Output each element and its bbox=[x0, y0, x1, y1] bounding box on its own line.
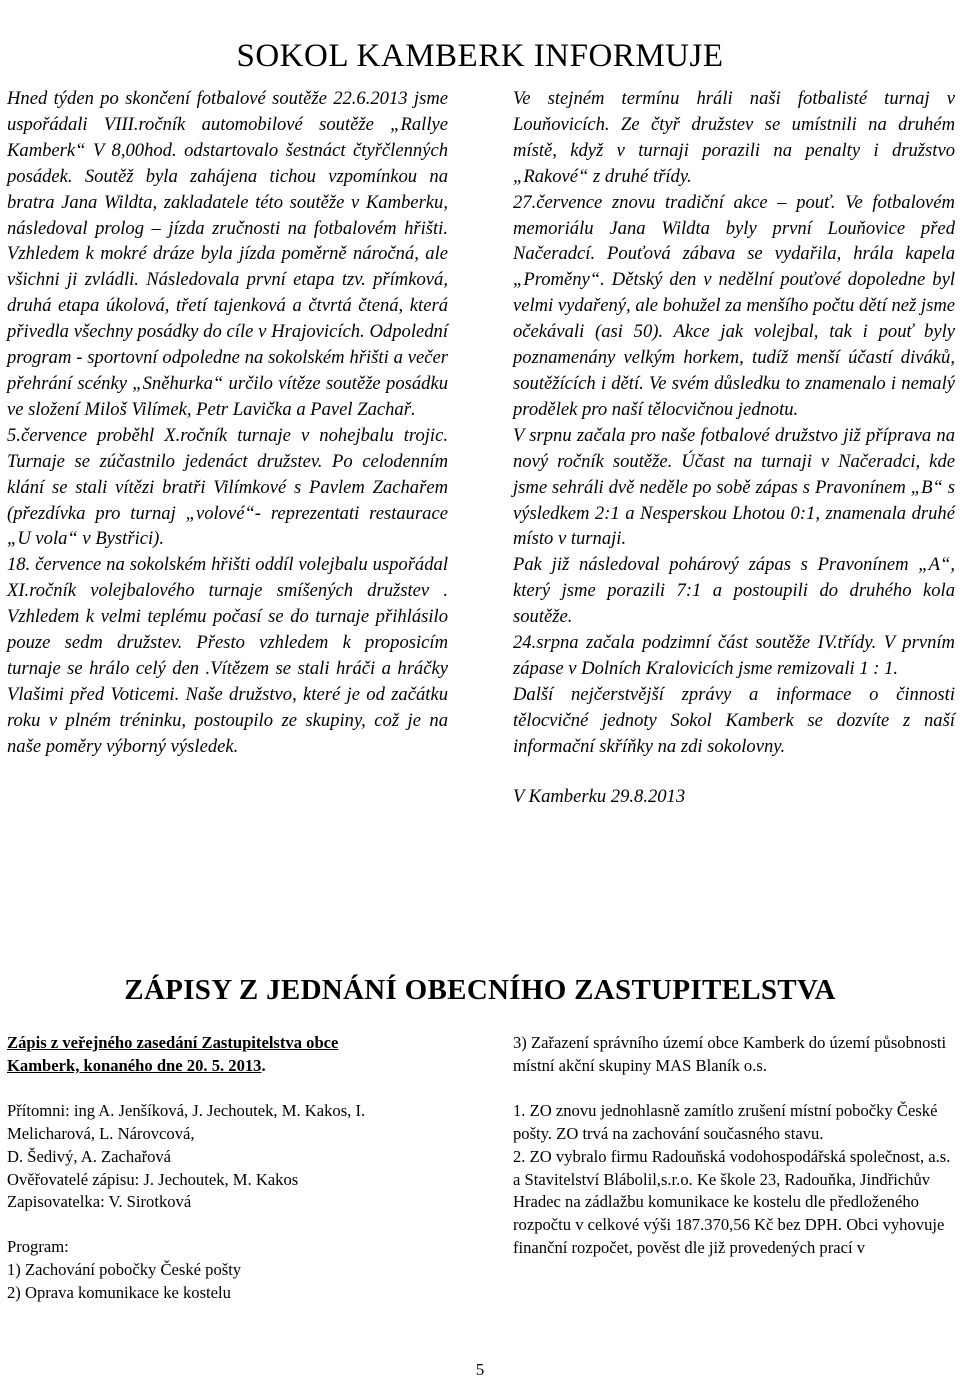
news-column-left bbox=[7, 86, 448, 760]
news-signature: V Kamberku 29.8.2013 bbox=[513, 785, 686, 807]
decision-item: 2. ZO vybralo firmu Radouňská vodohospodářská společnost, a.s. a Stavitelství Blábolil,s.r.o. Ke škole 23, Radouňka, Jindřichův Hradec na zádlažbu komunikace ke kostelu dle předloženého rozpočtu v celkové výši 187.370,56 Kč bez DPH. Obci vyhovuje finanční rozpočet, pověst dle již provedených prací v bbox=[513, 1146, 951, 1258]
page-title: SOKOL KAMBERK INFORMUJE bbox=[236, 38, 724, 75]
news-paragraph: Další nejčerstvější zprávy a informace o činnosti tělocvičné jednoty Sokol Kamberk se dozvíte z naší informační skříňky na zdi sokolovny. bbox=[513, 683, 955, 757]
news-column-right bbox=[513, 86, 955, 809]
program-item: 3) Zařazení správního území obce Kamberk do území působnosti místní akční skupiny MAS Blaník o.s. bbox=[513, 1033, 947, 1075]
attendance-line: D. Šedivý, A. Zachařová bbox=[7, 1146, 172, 1166]
news-paragraph: Ve stejném termínu hráli naši fotbalisté turnaj v Louňovicích. Ze čtyř družstev se umístnili na druhém místě, když v turnaji porazili na penalty i družstvo „Rakové“ z druhé třídy. bbox=[513, 88, 955, 187]
news-paragraph: 24.srpna začala podzimní část soutěže IV.třídy. V prvním zápase v Dolních Kralovicích jsme remizovali 1 : 1. bbox=[513, 632, 955, 679]
decision-item: 1. ZO znovu jednohlasně zamítlo zrušení místní pobočky České pošty. ZO trvá na zachování současného stavu. bbox=[513, 1100, 938, 1143]
news-paragraph: V srpnu začala pro naše fotbalové družstvo již příprava na nový ročník soutěže. Účast na turnaji v Načeradci, kde jsme sehráli dvě neděle po sobě zápas s Pravonínem „B“ s výsledkem 2:1 a Nesperskou Lhotou 0:1, znamenala druhé místo v turnaji. bbox=[513, 424, 955, 550]
attendance-line: Přítomni: ing A. Jenšíková, J. Jechoutek, M. Kakos, I. bbox=[7, 1100, 366, 1120]
page-number: 5 bbox=[475, 1360, 485, 1379]
program-label: Program: bbox=[7, 1237, 69, 1257]
minutes-heading bbox=[7, 1032, 447, 1078]
minutes-heading-end: . bbox=[261, 1055, 266, 1075]
news-paragraph: 5.července proběhl X.ročník turnaje v nohejbalu trojic. Turnaje se zúčastnilo jedenáct družstev. Po celodenním klání se stali vítězi bratři Vilímkové s Pavlem Zachařem (přezdívka pro turnaj „volové“- reprezentati restaurace „U vola“ v Bystřici). bbox=[7, 424, 448, 550]
minutes-heading-line2: Kamberk, konaného dne 20. 5. 2013 bbox=[7, 1055, 262, 1075]
news-paragraph: 18. července na sokolském hřišti oddíl volejbalu uspořádal XI.ročník volejbalového turnaje smíšených družstev . Vzhledem k velmi teplému počasí se do turnaje přihlásilo pouze sedm družstev. Přesto vzhledem k proposicím turnaje se hrálo celý den .Vítězem se stali hráči a hráčky Vlašimi před Voticemi. Naše družstvo, které je od začátku roku v plném tréninku, postoupilo ze skupiny, což je na naše poměry výborný výsledek. bbox=[7, 554, 448, 757]
news-paragraph: Hned týden po skončení fotbalové soutěže 22.6.2013 jsme uspořádali VIII.ročník automobilové soutěže „Rallye Kamberk“ V 8,00hod. odstartovalo šestnáct čtyřčlenných posádek. Soutěž byla zahájena tichou vzpomínkou na bratra Jana Wildta, zakladatele této soutěže v Kamberku, následoval prolog – jízda zručnosti na fotbalovém hřišti. Vzhledem k mokré dráze byla jízda poměrně náročná, ale všichni ji zvládli. Následovala první etapa tzv. přímková, druhá etapa úkolová, třetí tajenková a čtvrtá čtená, která přivedla všechny posádky do cíle v Hrajovicích. Odpolední program - sportovní odpoledne na sokolském hřišti a večer přehrání scénky „Sněhurka“ určilo vítěze soutěže posádku ve složení Miloš Vilímek, Petr Lavička a Pavel Zachař. bbox=[7, 88, 448, 420]
attendance-line: Zapisovatelka: V. Sirotková bbox=[7, 1192, 192, 1212]
news-paragraph: Pak již následoval pohárový zápas s Pravonínem „A“, který jsme porazili 7:1 a postoupili do druhého kola soutěže. bbox=[513, 554, 955, 628]
minutes-heading-line1: Zápis z veřejného zasedání Zastupitelstva obce bbox=[7, 1033, 339, 1052]
attendance-line: Ověřovatelé zápisu: J. Jechoutek, M. Kakos bbox=[7, 1169, 299, 1189]
section-title: ZÁPISY Z JEDNÁNÍ OBECNÍHO ZASTUPITELSTVA bbox=[124, 974, 836, 1007]
news-paragraph: 27.července znovu tradiční akce – pouť. Ve fotbalovém memoriálu Jana Wildta byly první Louňovice před Načeradcí. Pouťová zábava se vydařila, hrála kapela „Proměny“. Dětský den v nedělní pouťové dopoledne byl velmi vydařený, ale bohužel za menšího počtu dětí než jsme očekávali (asi 50). Akce jak volejbal, tak i pouť byly poznamenány velkým horkem, tudíž menší účastí diváků, soutěžících i dětí. Ve svém důsledku to znamenalo i nemalý prodělek pro naší tělocvičnou jednotu. bbox=[513, 191, 956, 420]
minutes-column-left bbox=[7, 1032, 447, 1305]
program-item: 2) Oprava komunikace ke kostelu bbox=[7, 1283, 231, 1303]
minutes-column-right bbox=[513, 1032, 955, 1260]
program-item: 1) Zachování pobočky České pošty bbox=[7, 1260, 242, 1280]
attendance-line: Melicharová, L. Nárovcová, bbox=[7, 1123, 195, 1143]
